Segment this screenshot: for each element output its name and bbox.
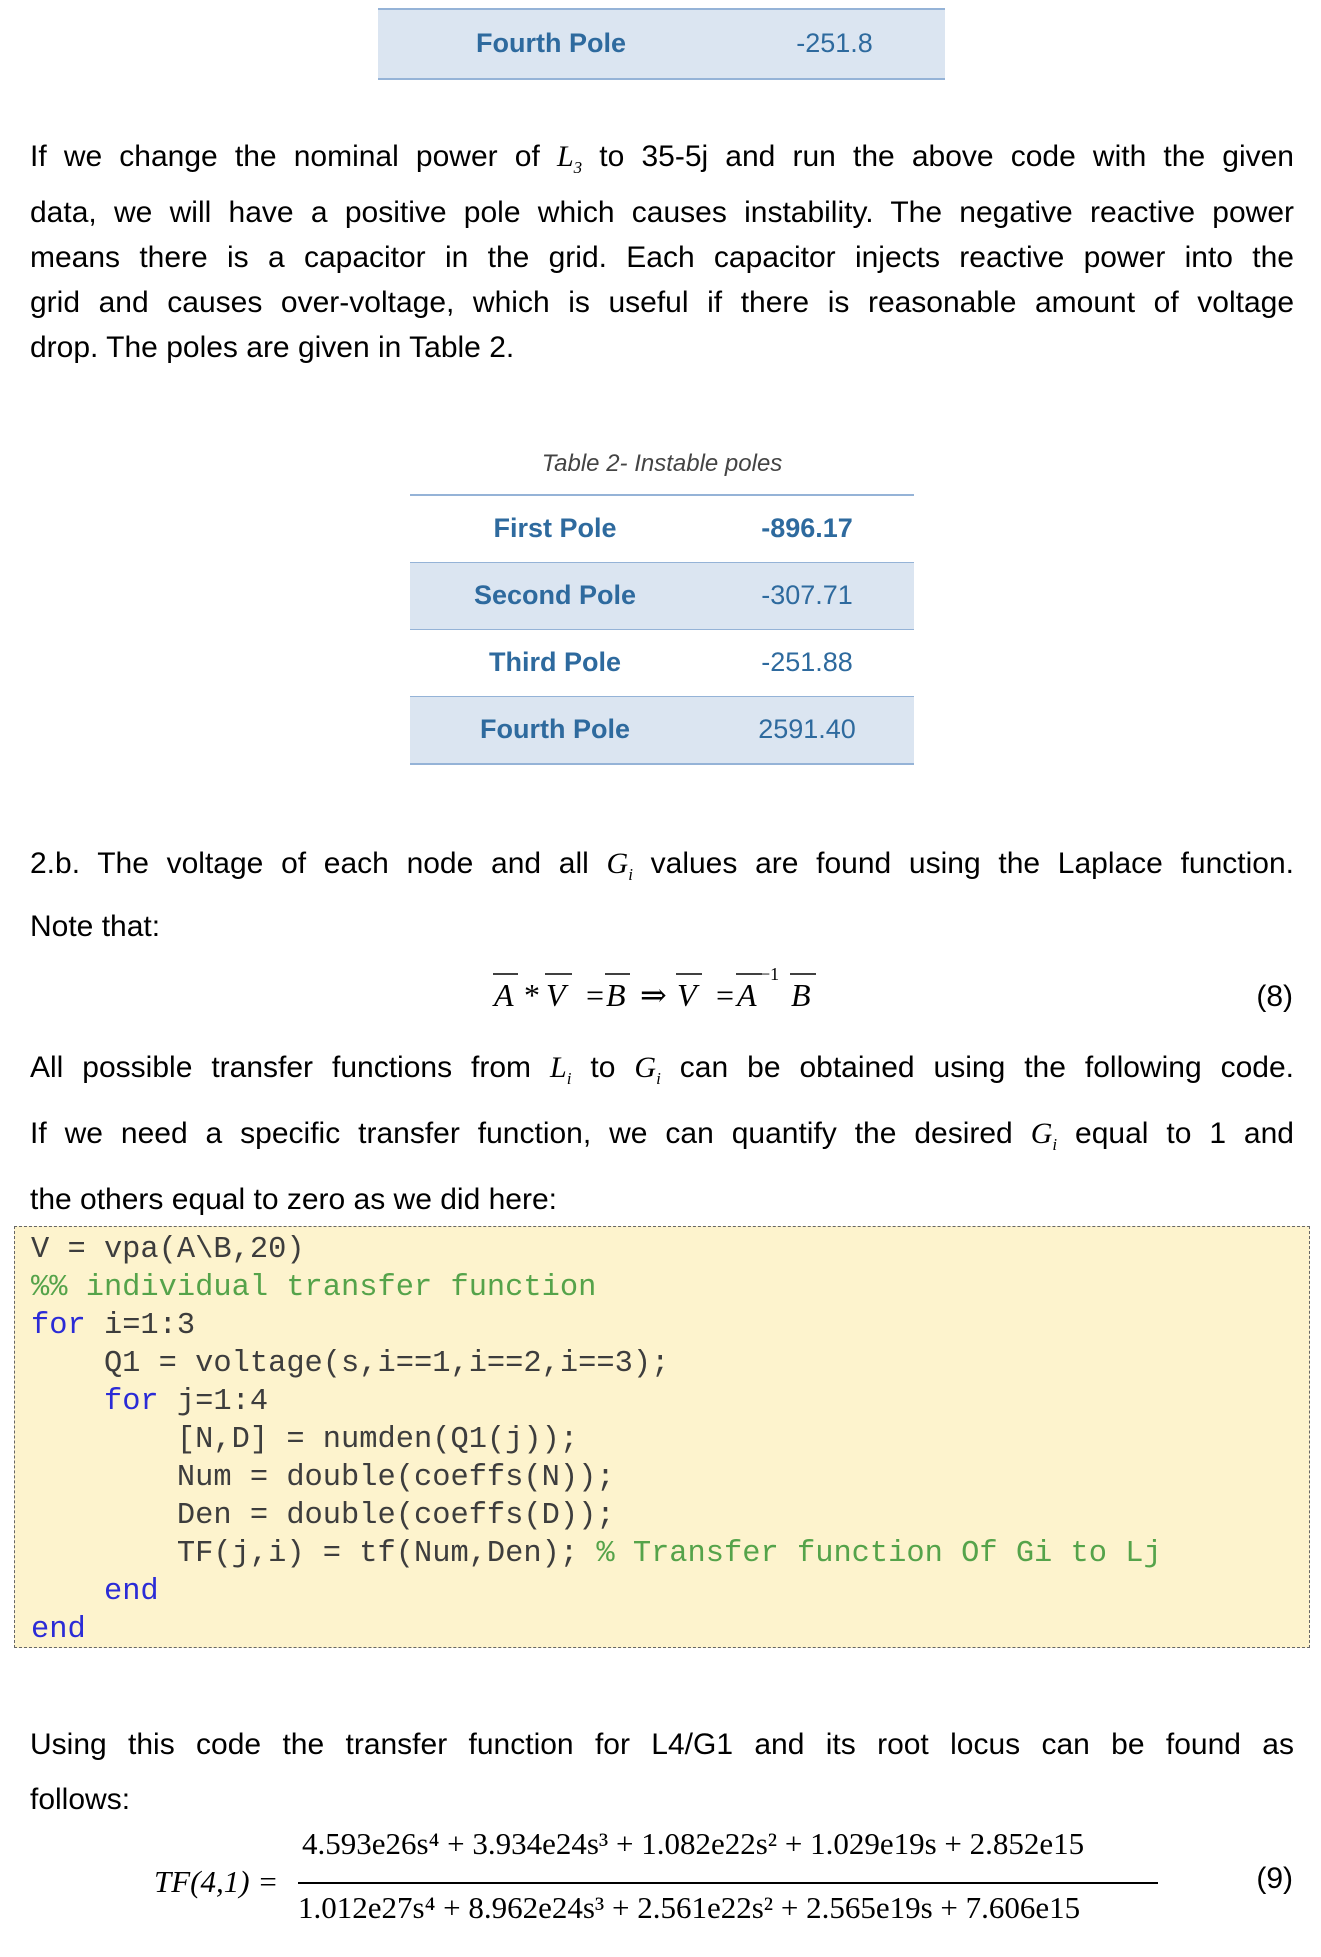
table-row — [410, 496, 914, 563]
table-row — [410, 563, 914, 630]
paragraph-line: drop. The poles are given in Table 2. — [30, 331, 515, 364]
eq8-equals: = — [586, 977, 605, 1013]
paragraph-line: If we need a specific transfer function, we can quantify the desired $G_i$ equal to 1 and — [30, 1117, 1294, 1154]
pole-value: -896.17 — [761, 513, 853, 543]
paragraph-transfer-functions — [30, 1040, 1294, 1227]
code-line: Q1 = voltage(s,i==1,i==2,i==3); — [31, 1347, 670, 1381]
pole-name: Third Pole — [488, 647, 621, 677]
eq8-a: A — [494, 977, 514, 1013]
eq8-inverse: −1 — [760, 964, 780, 984]
code-line: V = vpa(A\B,20) — [31, 1233, 305, 1267]
paragraph-line: If we change the nominal power of $L_3$ to 35-5j and run the above code with the given — [30, 140, 1294, 177]
paragraph-line: follows: — [30, 1783, 131, 1816]
eq9-numerator: 4.593e26s⁴ + 3.934e24s³ + 1.082e22s² + 1.029e19s + 2.852e15 — [302, 1826, 1085, 1861]
paragraph-line: All possible transfer functions from $L_i$ to $G_i$ can be obtained using the following code. — [30, 1051, 1294, 1088]
matlab-code-block — [14, 1226, 1310, 1648]
table1-last-row — [378, 8, 945, 80]
code-line: Den = double(coeffs(D)); — [31, 1499, 615, 1533]
pole-value: -251.88 — [761, 647, 853, 677]
eq9-lhs: TF(4,1) = — [154, 1864, 279, 1899]
paragraph-line: the others equal to zero as we did here: — [30, 1183, 557, 1216]
symbol-gi: $G_i$ — [606, 847, 633, 884]
code-listing — [31, 1231, 1162, 1649]
eq8-b2: B — [791, 977, 811, 1013]
eq8-b: B — [606, 977, 626, 1013]
table1-pole-value: -251.8 — [796, 28, 873, 58]
paragraph-line: 2.b. The voltage of each node and all $G_i$ values are found using the Laplace function. — [30, 847, 1294, 884]
pole-name: Second Pole — [473, 580, 637, 610]
code-keyword: end — [31, 1613, 86, 1647]
eq8-v2: V — [677, 977, 697, 1013]
eq8-a2: A — [737, 977, 757, 1013]
paragraph-line: Using this code the transfer function for L4/G1 and its root locus can be found as — [30, 1728, 1294, 1761]
code-line: i=1:3 — [85, 1309, 196, 1343]
code-keyword: end — [103, 1575, 159, 1609]
paragraph-line: grid and causes over-voltage, which is useful if there is reasonable amount of voltage — [30, 286, 1294, 319]
code-comment: % Transfer function Of Gi to Lj — [596, 1537, 1162, 1571]
pole-name: First Pole — [493, 513, 617, 543]
fraction-bar — [298, 1882, 1158, 1884]
equation-9 — [150, 1826, 1170, 1946]
pole-name: Fourth Pole — [480, 714, 630, 744]
eq8-equals2: = — [716, 977, 735, 1013]
equation-9-number: (9) — [1256, 1862, 1293, 1895]
eq9-denominator: 1.012e27s⁴ + 8.962e24s³ + 2.561e22s² + 2.565e19s + 7.606e15 — [298, 1890, 1081, 1925]
symbol-l3: $L_3$ — [556, 140, 583, 177]
paragraph-instability — [30, 134, 1294, 370]
code-keyword: for — [103, 1385, 159, 1419]
eq8-v: V — [546, 977, 566, 1013]
paragraph-root-locus — [30, 1717, 1294, 1827]
symbol-li: $L_i$ — [550, 1051, 572, 1088]
eq8-implies: ⇒ — [640, 977, 667, 1013]
code-line: Num = double(coeffs(N)); — [31, 1461, 615, 1495]
table2-caption: Table 2- Instable poles — [541, 450, 783, 477]
code-line: j=1:4 — [158, 1385, 269, 1419]
symbol-gi: $G_i$ — [1030, 1117, 1058, 1154]
paragraph-line: Note that: — [30, 910, 161, 943]
eq8-star: * — [524, 977, 540, 1013]
equation-8 — [480, 960, 840, 1016]
equation-8-number: (8) — [1256, 980, 1293, 1013]
table-row — [410, 697, 914, 763]
code-comment: %% individual transfer function — [31, 1271, 597, 1305]
paragraph-line: data, we will have a positive pole which causes instability. The negative reactive power — [30, 196, 1294, 229]
code-line: [N,D] = numden(Q1(j)); — [31, 1423, 579, 1457]
paragraph-line: means there is a capacitor in the grid. Each capacitor injects reactive power into the — [30, 241, 1294, 274]
code-keyword: for — [31, 1309, 86, 1343]
paragraph-voltage — [30, 838, 1294, 953]
pole-value: 2591.40 — [758, 714, 856, 744]
pole-value: -307.71 — [761, 580, 853, 610]
symbol-gi: $G_i$ — [634, 1051, 661, 1088]
table2-instable-poles — [410, 494, 914, 765]
code-line: TF(j,i) = tf(Num,Den); — [31, 1537, 597, 1571]
table1-pole-name: Fourth Pole — [476, 28, 626, 58]
table-row — [410, 630, 914, 697]
